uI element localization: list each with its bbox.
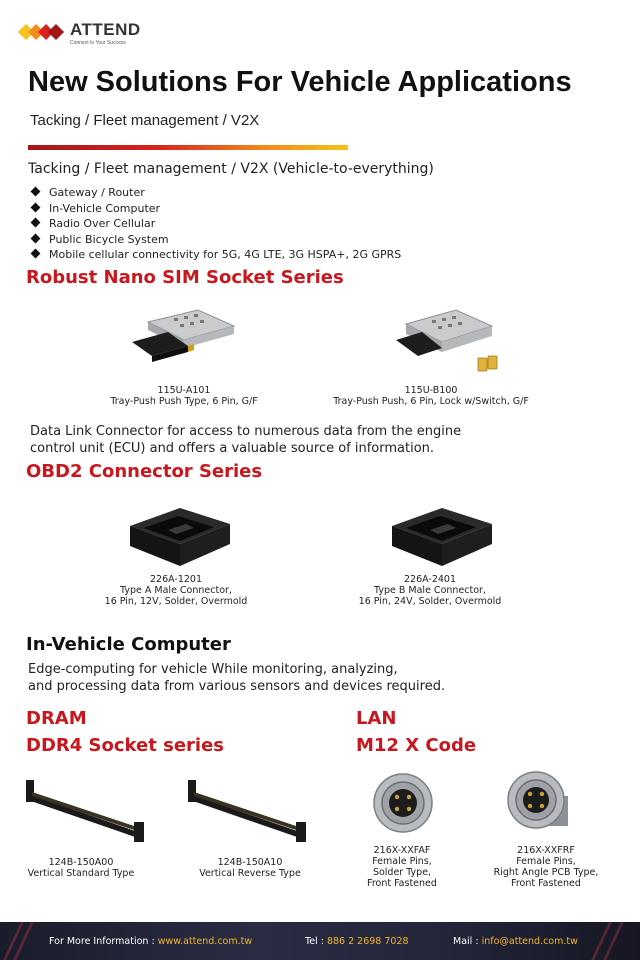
product-caption: 216X-XXFRF Female Pins, Right Angle PCB Type, Front Fastened xyxy=(493,845,599,889)
application-list xyxy=(30,185,401,263)
sim-description: Data Link Connector for access to numerous data from the engine control unit (ECU) and offers a valuable source of information. xyxy=(30,424,462,456)
product-caption: 115U-B100 Tray-Push Push, 6 Pin, Lock w/Switch, G/F xyxy=(333,385,529,407)
obd2-connector-b-image xyxy=(384,500,498,572)
sim-socket-b100-image xyxy=(392,304,504,380)
list-item: Public Bicycle System xyxy=(30,232,401,248)
sim-socket-a101-image xyxy=(128,304,240,366)
intro-text: Tacking / Fleet management / V2X (Vehicle-to-everything) xyxy=(28,161,434,177)
diamond-bullet-icon xyxy=(31,218,41,228)
computer-description: Edge-computing for vehicle While monitoring, analyzing, and processing data from various sensors and devices required. xyxy=(28,662,446,694)
obd2-connector-a-image xyxy=(122,500,236,572)
product-caption: 124B-150A00 Vertical Standard Type xyxy=(27,857,135,879)
tel-value: 886 2 2698 7028 xyxy=(326,936,409,947)
footer-tel: Tel : 886 2 2698 7028 xyxy=(305,936,409,947)
product-caption: 216X-XXFAF Female Pins, Solder Type, Front Fastened xyxy=(367,845,437,889)
page-title: New Solutions For Vehicle Applications xyxy=(28,66,572,98)
lan-heading: LAN xyxy=(356,708,397,729)
m12-heading: M12 X Code xyxy=(356,735,477,756)
product-caption: 226A-2401 Type B Male Connector, 16 Pin, 24V, Solder, Overmold xyxy=(358,574,502,607)
product-caption: 226A-1201 Type A Male Connector, 16 Pin, 12V, Solder, Overmold xyxy=(104,574,248,607)
product-caption: 115U-A101 Tray-Push Push Type, 6 Pin, G/F xyxy=(110,385,258,407)
email-link[interactable]: info@attend.com.tw xyxy=(481,936,578,947)
website-link[interactable]: www.attend.com.tw xyxy=(157,936,253,947)
diamond-bullet-icon xyxy=(31,233,41,243)
list-item: Radio Over Cellular xyxy=(30,216,401,232)
footer-mail: Mail : info@attend.com.tw xyxy=(453,936,578,947)
obd2-heading: OBD2 Connector Series xyxy=(26,461,263,482)
list-item: Gateway / Router xyxy=(30,185,401,201)
ddr4-socket-reverse-image xyxy=(186,776,310,846)
accent-bar xyxy=(28,145,348,150)
computer-heading: In-Vehicle Computer xyxy=(26,634,231,655)
footer-bar xyxy=(0,922,640,960)
diamond-bullet-icon xyxy=(31,202,41,212)
list-item: Mobile cellular connectivity for 5G, 4G LTE, 3G HSPA+, 2G GPRS xyxy=(30,247,401,263)
ddr4-socket-standard-image xyxy=(24,776,148,846)
m12-connector-solder-image xyxy=(372,772,434,834)
page-subtitle: Tacking / Fleet management / V2X xyxy=(30,112,260,129)
brand-tagline: Connect to Your Success xyxy=(70,40,126,46)
diamond-bullet-icon xyxy=(31,187,41,197)
brand-name: ATTEND xyxy=(70,20,141,39)
footer-info: For More Information : www.attend.com.tw xyxy=(49,936,253,947)
product-caption: 124B-150A10 Vertical Reverse Type xyxy=(199,857,301,879)
dram-heading: DRAM xyxy=(26,708,87,729)
m12-connector-right-angle-image xyxy=(506,770,572,836)
brand-logo xyxy=(18,20,178,50)
logo-diamonds-icon xyxy=(18,20,66,48)
ddr4-heading: DDR4 Socket series xyxy=(26,735,224,756)
sim-heading: Robust Nano SIM Socket Series xyxy=(26,267,344,288)
diamond-bullet-icon xyxy=(31,249,41,259)
list-item: In-Vehicle Computer xyxy=(30,201,401,217)
